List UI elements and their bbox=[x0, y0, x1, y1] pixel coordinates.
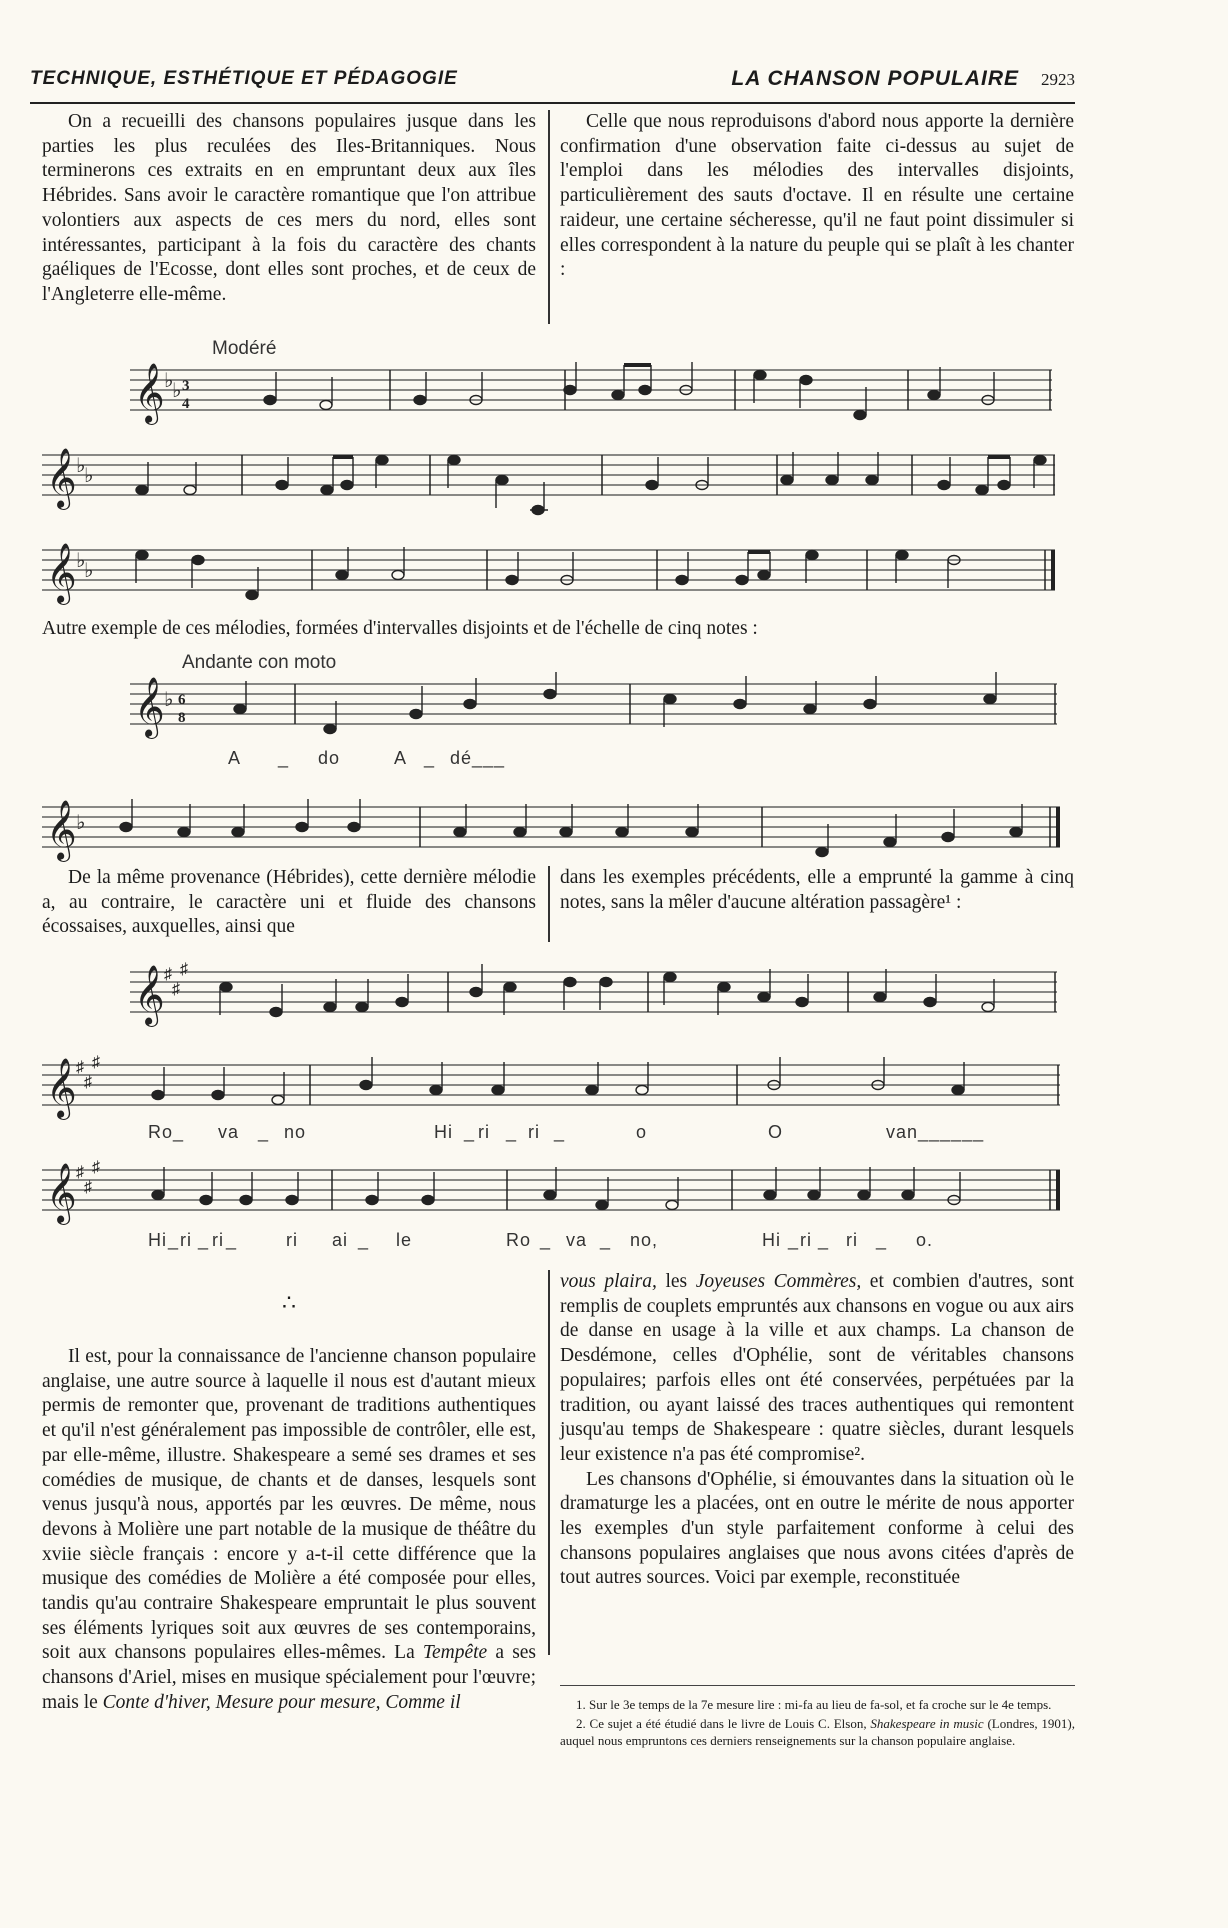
italic-title: vous plaira, bbox=[560, 1271, 657, 1292]
lyric: _ bbox=[258, 1122, 270, 1142]
sharp-sign: ♯ bbox=[180, 962, 188, 978]
staff-lines bbox=[42, 1065, 1060, 1105]
staff-system-2b bbox=[42, 795, 1062, 865]
lyric: le bbox=[396, 1230, 413, 1250]
lyric: A bbox=[228, 748, 242, 768]
lyric: _ bbox=[540, 1230, 552, 1250]
lyric: _ bbox=[788, 1230, 800, 1250]
flat-sign: ♭ bbox=[84, 465, 94, 487]
text-run: (Londres, 1901), auquel nous empruntons ces derniers renseignements sur la chanson populaire anglaise. bbox=[560, 1716, 1075, 1748]
flat-sign: ♭ bbox=[164, 689, 174, 711]
lyric: Hi bbox=[434, 1122, 453, 1142]
treble-clef: 𝄞 bbox=[46, 448, 77, 508]
lyric: Ro_ bbox=[148, 1122, 185, 1142]
flat-sign: ♭ bbox=[164, 370, 174, 392]
time-signature: 6 bbox=[178, 692, 186, 708]
italic-title: Shakespeare in music bbox=[870, 1716, 984, 1731]
italic-title: Joyeuses Commères, bbox=[695, 1271, 862, 1292]
lyric: Hi bbox=[148, 1230, 167, 1250]
lyric: o bbox=[636, 1122, 648, 1142]
text-run: a ses chansons d'Ariel, mises en musique spécialement pour l'œuvre; mais le bbox=[42, 1642, 537, 1713]
time-signature: 3 bbox=[182, 378, 190, 394]
staff-lines bbox=[42, 807, 1060, 847]
lyric: _ bbox=[818, 1230, 830, 1250]
flat-sign: ♭ bbox=[172, 380, 182, 402]
sharp-sign: ♯ bbox=[84, 1179, 92, 1196]
lyric: _ bbox=[876, 1230, 888, 1250]
text-run: et combien d'autres, sont remplis de couplets empruntés aux chansons en vogue ou aux airs de danse en usage à la ville et aux champs. La chanson de Desdémone, celles d'Ophélie, sont de véritables chansons populaires; parfois elles ont été conservées, perpétuées par la tradition, ou ayant laissé des traces authentiques qui remontent jusqu'au temps de Shakespeare : quatre siècles, durant lesquels leur existence n'a pas été compromise². bbox=[560, 1271, 1074, 1465]
column-rule bbox=[548, 1270, 550, 1655]
treble-clef: 𝄞 bbox=[46, 800, 77, 860]
lyric: ri bbox=[212, 1230, 224, 1250]
staff-system-3c bbox=[42, 1160, 1062, 1230]
footnotes bbox=[560, 1685, 1075, 1751]
staff-system-1a bbox=[130, 360, 1055, 430]
sharp-sign: ♯ bbox=[84, 1074, 92, 1091]
sharp-sign: ♯ bbox=[92, 1055, 100, 1071]
intro-left-paragraph: On a recueilli des chansons populaires jusque dans les parties les plus reculées des Iles-Britanniques. Nous terminerons ces extraits en en empruntant deux aux îles Hébrides. Sans avoir le caractère romantique que l'on attribue volontiers aux aspects de ces mers du nord, elles sont intéressantes, participant à la fois du caractère des chants gaéliques de l'Ecosse, dont elles sont proches, et de ceux de l'Angleterre elle-même. bbox=[42, 111, 536, 305]
flat-sign: ♭ bbox=[76, 550, 86, 572]
lyric: ri bbox=[846, 1230, 858, 1250]
final-right-paragraph-2: Les chansons d'Ophélie, si émouvantes dans la situation où le dramaturge les a placées, ont en outre le mérite de nous apporter les exemples d'un style parfaitement conforme à celui des chansons populaires anglaises que nous avons citées d'après de tout autres sources. Voici par exemple, reconstituée bbox=[560, 1468, 1074, 1589]
lyric: Ro bbox=[506, 1230, 532, 1250]
lyric: ri bbox=[478, 1122, 490, 1142]
notes bbox=[152, 1167, 960, 1210]
footnote-2 bbox=[560, 1715, 1075, 1749]
sharp-sign: ♯ bbox=[92, 1160, 100, 1176]
intro-right-paragraph: Celle que nous reproduisons d'abord nous apporte la dernière confirmation d'une observation faite ci-dessus au sujet de l'emploi dans les mélodies des intervalles disjoints, particulièrement des sauts d'octave. Il en résulte une certaine raideur, une certaine sécheresse, qu'il ne faut point dissimuler si elles correspondent à la nature du peuple qui se plaît à les chanter : bbox=[560, 111, 1074, 281]
italic-titles: Conte d'hiver, Mesure pour mesure, Comme il bbox=[102, 1691, 461, 1713]
text-run: Il est, pour la connaissance de l'ancienne chanson populaire anglaise, une autre source à laquelle il nous est d'autant mieux permis de remonter que, provenant de traditions authentiques et qu'il n'est généralement pas impossible de contrôler, elle est, par elle-même, illustre. Shakespeare a semé ses drames et ses comédies de musique, de chants et de danses, lesquels sont venus jusqu'à nous, apportés par les œuvres. De même, nous devons à Molière une part notable de la musique de théâtre du xviie siècle français : encore y a-t-il cette différence que la musique des comédies de Molière a été composée pour elles, tandis qu'au contraire Shakespeare empruntait le plus souvent ses éléments lyriques soit aux œuvres de ses contemporains, soit aux chansons populaires elles-mêmes. La bbox=[42, 1346, 536, 1664]
lyric: _ bbox=[424, 748, 436, 768]
staff-system-3b bbox=[42, 1055, 1062, 1125]
treble-clef: 𝄞 bbox=[134, 677, 165, 737]
staff-system-1b bbox=[42, 445, 1057, 525]
lyric: va bbox=[218, 1122, 240, 1142]
lyric: no bbox=[284, 1122, 307, 1142]
time-signature: 4 bbox=[182, 396, 190, 412]
column-rule bbox=[548, 110, 550, 324]
notes bbox=[136, 547, 960, 600]
staff-lines bbox=[130, 684, 1057, 724]
staff-system-3a bbox=[130, 962, 1060, 1032]
example-2-caption: Autre exemple de ces mélodies, formées d'intervalles disjoints et de l'échelle de cinq notes : bbox=[42, 618, 758, 639]
lyric: _ bbox=[600, 1230, 612, 1250]
section-separator: ∴ bbox=[282, 1290, 300, 1315]
treble-clef: 𝄞 bbox=[134, 965, 165, 1025]
staff-system-1c bbox=[42, 540, 1057, 620]
final-left-paragraph bbox=[42, 1345, 536, 1716]
lyric: _ bbox=[278, 748, 290, 768]
mid-left-paragraph: De la même provenance (Hébrides), cette dernière mélodie a, au contraire, le caractère uni et fluide des chansons écossaises, auxquelles, ainsi que bbox=[42, 867, 536, 938]
lyric: ri bbox=[180, 1230, 192, 1250]
lyric: O bbox=[768, 1122, 784, 1142]
tempo-moderato: Modéré bbox=[212, 338, 277, 359]
mid-right-column bbox=[560, 866, 1074, 915]
header-left: TECHNIQUE, ESTHÉTIQUE ET PÉDAGOGIE bbox=[30, 68, 458, 89]
lyric: A bbox=[394, 748, 408, 768]
lyric: _ bbox=[506, 1122, 518, 1142]
column-rule bbox=[548, 866, 550, 942]
final-right-paragraph-1 bbox=[560, 1270, 1074, 1468]
lyric: _ bbox=[464, 1122, 476, 1142]
sharp-sign: ♯ bbox=[76, 1059, 84, 1076]
lyric: Hi bbox=[762, 1230, 781, 1250]
staff-system-2a bbox=[130, 672, 1060, 742]
final-right-column bbox=[560, 1270, 1074, 1591]
lyric: ri bbox=[286, 1230, 298, 1250]
lyric: va bbox=[566, 1230, 588, 1250]
lyric: van______ bbox=[886, 1122, 985, 1142]
tempo-andante: Andante con moto bbox=[182, 652, 337, 673]
staff-lines bbox=[42, 455, 1055, 495]
flat-sign: ♭ bbox=[84, 560, 94, 582]
lyric: no, bbox=[630, 1230, 659, 1250]
mid-right-paragraph: dans les exemples précédents, elle a emprunté la gamme à cinq notes, sans la mêler d'aucune altération passagère¹ : bbox=[560, 867, 1074, 913]
notes bbox=[152, 1057, 964, 1105]
lyric: _ bbox=[198, 1230, 210, 1250]
intro-left-column bbox=[42, 110, 536, 308]
lyric: _ bbox=[168, 1230, 180, 1250]
lyric: _ bbox=[226, 1230, 238, 1250]
lyric: ri bbox=[800, 1230, 812, 1250]
sharp-sign: ♯ bbox=[164, 966, 172, 983]
text-run: 2. Ce sujet a été étudié dans le livre de Louis C. Elson, bbox=[576, 1716, 867, 1731]
running-header bbox=[30, 62, 1075, 104]
notes bbox=[136, 452, 1046, 515]
staff-lines bbox=[130, 972, 1057, 1012]
lyric: o. bbox=[916, 1230, 934, 1250]
page-number: 2923 bbox=[1041, 70, 1075, 89]
lyric: dé___ bbox=[450, 748, 506, 768]
intro-right-column bbox=[560, 110, 1074, 283]
time-signature: 8 bbox=[178, 710, 186, 726]
treble-clef: 𝄞 bbox=[134, 363, 165, 423]
mid-left-column bbox=[42, 866, 536, 940]
italic-title: Tempête bbox=[422, 1642, 488, 1664]
final-left-column bbox=[42, 1345, 536, 1716]
lyric: _ bbox=[358, 1230, 370, 1250]
treble-clef: 𝄞 bbox=[46, 1058, 77, 1118]
flat-sign: ♭ bbox=[76, 455, 86, 477]
flat-sign: ♭ bbox=[76, 812, 86, 834]
treble-clef: 𝄞 bbox=[46, 543, 77, 603]
lyric: ai bbox=[332, 1230, 349, 1250]
text-run: les bbox=[665, 1271, 688, 1292]
header-right: LA CHANSON POPULAIRE bbox=[731, 67, 1019, 90]
lyric: _ bbox=[554, 1122, 566, 1142]
footnote-1: 1. Sur le 3e temps de la 7e mesure lire : mi-fa au lieu de fa-sol, et fa croche sur le 4e temps. bbox=[576, 1697, 1052, 1712]
sharp-sign: ♯ bbox=[76, 1164, 84, 1181]
treble-clef: 𝄞 bbox=[46, 1163, 77, 1223]
lyric: do bbox=[318, 748, 341, 768]
sharp-sign: ♯ bbox=[172, 981, 180, 998]
lyric: ri bbox=[528, 1122, 540, 1142]
